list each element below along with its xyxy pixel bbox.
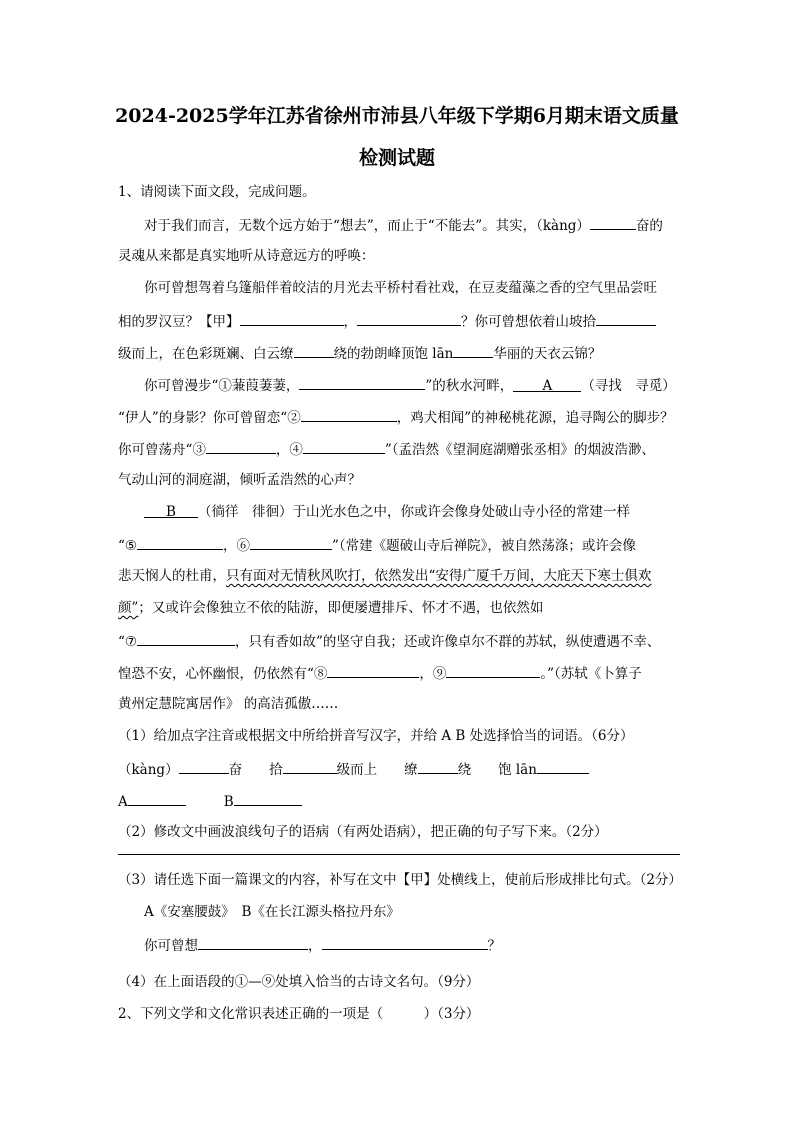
sub-question-4: （4）在上面语段的①—⑨处填入恰当的古诗文名句。（9分） (118, 974, 480, 990)
passage-line: “⑤ ，⑥ ”（常建《题破山寺后禅院》，被自然荡涤；或许会像 (118, 534, 636, 556)
passage-line: 黄州定慧院寓居作》 的高洁孤傲…… (118, 696, 339, 712)
sub-question-3: （3）请任选下面一篇课文的内容，补写在文中【甲】处横线上，使前后形成排比句式。（2分） (118, 872, 682, 888)
blank-b: B (144, 502, 198, 518)
answer-blank-a[interactable] (128, 790, 186, 806)
answer-blank-liao[interactable] (418, 758, 458, 774)
passage-line: 对于我们而言，无数个远方始于“想去”，而止于“不能去”。其实，（kàng） 奋的 (144, 214, 663, 236)
blank-poem-2 (301, 406, 397, 422)
passage-line: B （徜徉 徘徊）于山光水色之中，你或许会像身处破山寺小径的常建一样 (144, 502, 630, 522)
wavy-underlined-sentence-end: 颜” (118, 600, 139, 616)
exam-title-line-2: 检测试题 (358, 147, 435, 169)
passage-line: 气动山河的洞庭湖，倾听孟浩然的心声？ (118, 472, 361, 488)
passage-line: 颜”；又或许会像独立不依的陆游，即便屡遭排斥、怀才不遇，也依然如 (118, 600, 544, 616)
blank-kang (590, 214, 636, 230)
blank-poem-6 (250, 534, 332, 550)
answer-line: （kàng） 奋 拾 级而上 缭 绕 饱 lān (118, 758, 589, 780)
blank-lan (453, 342, 493, 358)
passage-line: “⑦ ，只有香如故”的坚守自我；还或许像卓尔不群的苏轼，纵使遭遇不幸、 (118, 630, 660, 652)
answer-rule-line[interactable] (118, 854, 680, 855)
blank-poem-5 (137, 534, 223, 550)
blank-poem-8 (327, 662, 419, 678)
blank-jia-1 (240, 310, 344, 326)
blank-poem-1 (299, 374, 425, 390)
passage-line: 惶恐不安，心怀幽恨，仍依然有“⑧ ，⑨ 。”（苏轼《卜算子 (118, 662, 642, 684)
blank-shi (596, 310, 656, 326)
answer-blank-jia-1[interactable] (198, 934, 308, 950)
passage-line: 你可曾想驾着乌篷船伴着皎洁的月光去平桥村看社戏，在豆麦蕴藻之香的空气里品尝旺 (144, 280, 657, 296)
sub-question-3-options: A《安塞腰鼓》 B《在长江源头格拉丹东》 (144, 904, 400, 920)
passage-line: 相的罗汉豆？【甲】 ， ？你可曾想依着山坡拾 (118, 310, 656, 332)
passage-line: 你可曾荡舟“③ ，④ ”（孟浩然《望洞庭湖赠张丞相》的烟波浩渺、 (118, 438, 655, 460)
answer-blank-b[interactable] (234, 790, 302, 806)
blank-poem-3 (206, 438, 276, 454)
answer-blank-lan[interactable] (537, 758, 589, 774)
blank-a: A (513, 376, 581, 392)
blank-poem-7 (137, 630, 235, 646)
sub-question-1: （1）给加点字注音或根据文中所给拼音写汉字，并给 A B 处选择恰当的词语。（6分） (118, 728, 634, 744)
blank-liao (294, 342, 334, 358)
answer-blank-kang[interactable] (179, 758, 229, 774)
exam-title-line-1: 2024-2025学年江苏省徐州市沛县八年级下学期6月期末语文质量 (115, 105, 679, 127)
sub-question-2: （2）修改文中画波浪线句子的语病（有两处语病），把正确的句子写下来。（2分） (118, 824, 608, 840)
passage-line: 悲天悯人的杜甫，只有面对无情秋风吹打，依然发出“安得广厦千万间，大庇天下寒士俱欢 (118, 568, 652, 584)
passage-line: “伊人”的身影？你可曾留恋“② ，鸡犬相闻”的神秘桃花源，追寻陶公的脚步？ (118, 406, 674, 428)
passage-line: 你可曾漫步“①蒹葭萋萋， ”的秋水河畔， A （寻找 寻觅） (144, 374, 676, 396)
answer-blank-jia-2[interactable] (322, 934, 488, 950)
answer-line: 你可曾想 ， ？ (144, 934, 501, 956)
passage-line: 灵魂从来都是真实地听从诗意远方的呼唤： (118, 248, 375, 264)
answer-line: A B (118, 790, 302, 812)
question-2-prompt: 2、下列文学和文化常识表述正确的一项是（ ）（3分） (118, 1006, 480, 1022)
blank-poem-4 (303, 438, 385, 454)
passage-line: 级而上，在色彩斑斓、白云缭 绕的勃朗峰顶饱 lān 华丽的天衣云锦？ (118, 342, 601, 364)
blank-jia-2 (357, 310, 461, 326)
answer-blank-shi[interactable] (283, 758, 337, 774)
question-1-prompt: 1、请阅读下面文段，完成问题。 (118, 184, 316, 200)
blank-poem-9 (446, 662, 540, 678)
wavy-underlined-sentence: 只有面对无情秋风吹打，依然发出“安得广厦千万间，大庇天下寒士俱欢 (226, 568, 652, 584)
